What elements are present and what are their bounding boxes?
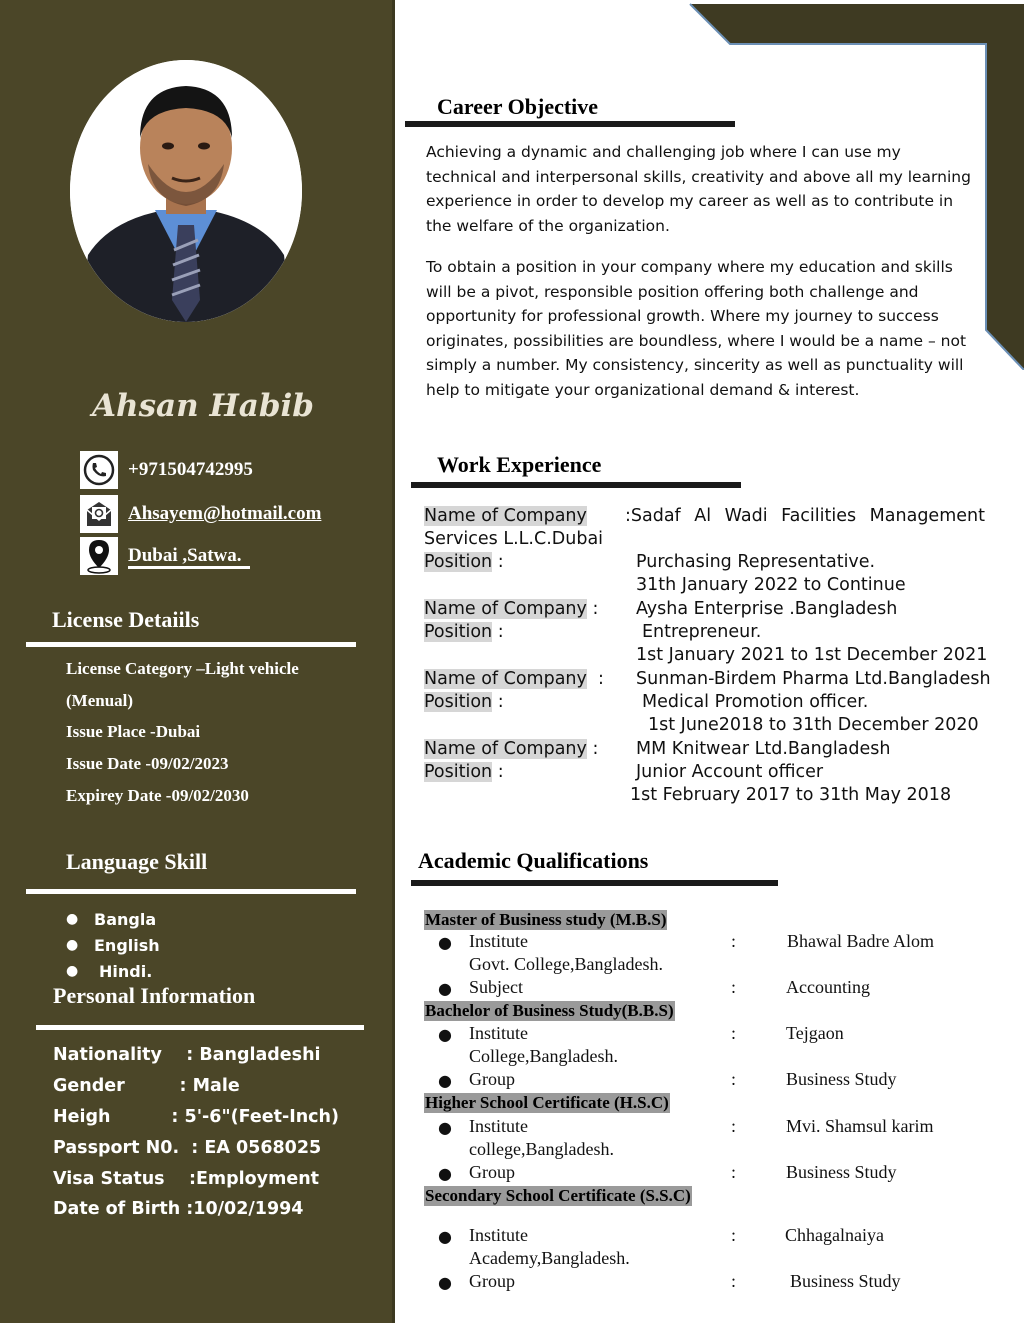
job-3-company-label: Name of Company :: [424, 669, 604, 689]
colon: :: [731, 1069, 737, 1089]
bbs-group-value: Business Study: [786, 1069, 897, 1089]
height-row: Heigh : 5'-6"(Feet-Inch): [53, 1107, 340, 1127]
location-underline: [128, 566, 250, 569]
visa-row: Visa Status :Employment: [53, 1169, 320, 1189]
bbs-institute-cont: College,Bangladesh.: [469, 1046, 618, 1066]
job-1-company-label: Name of Company: [424, 506, 587, 526]
colon: :: [731, 977, 737, 997]
colon: :: [731, 1116, 737, 1136]
hsc-group-value: Business Study: [786, 1162, 897, 1182]
email-row: [80, 494, 321, 534]
job-3-position: Medical Promotion officer.: [642, 692, 869, 712]
personal-heading: Personal Information: [53, 983, 256, 1008]
job-1-position-label: Position :: [424, 552, 504, 572]
degree-title-mbs: Master of Business study (M.B.S): [425, 910, 667, 929]
hsc-institute-label: Institute: [469, 1116, 528, 1136]
job-2-period: 1st January 2021 to 1st December 2021: [636, 645, 988, 665]
list-item: ● Hindi.: [66, 961, 153, 981]
profile-photo-figure: [70, 60, 302, 322]
bullet: ●: [438, 933, 452, 952]
job-1-period: 31th January 2022 to Continue: [636, 575, 906, 595]
language-list: [66, 906, 160, 984]
job-3-position-label: Position :: [424, 692, 504, 712]
degree-title-hsc: Higher School Certificate (H.S.C): [425, 1093, 669, 1112]
mbs-institute-label: Institute: [469, 931, 528, 951]
ssc-institute-label: Institute: [469, 1225, 528, 1245]
career-paragraph-2: To obtain a position in your company where my education and skills will be a pivot, responsible position offering both challenge and opportunity for professional growth. Where my journey to success originates, possibilities are boundless, where I would be a name – not simply a number. My consistency, sincerity as well as punctuality will help to mitigate your organizational demand & interest.: [426, 258, 967, 399]
career-heading: Career Objective: [437, 94, 599, 119]
license-issue-place: Issue Place -Dubai: [66, 722, 201, 741]
dob-row: Date of Birth :10/02/1994: [53, 1199, 304, 1219]
degree-title-ssc: Secondary School Certificate (S.S.C): [425, 1186, 691, 1205]
bullet: ●: [438, 1164, 452, 1183]
bullet: ●: [438, 1071, 452, 1090]
job-2-position: Entrepreneur.: [642, 622, 762, 642]
phone-icon: [80, 451, 118, 489]
license-rule: [26, 642, 356, 647]
bullet: ●: [438, 979, 452, 998]
academic-rule: [411, 880, 778, 886]
work-heading: Work Experience: [437, 452, 602, 477]
license-heading: License Detaiils: [52, 607, 200, 632]
job-4-position: Junior Account officer: [636, 762, 824, 782]
mbs-subject-label: Subject: [469, 977, 523, 997]
job-4-position-label: Position :: [424, 762, 504, 782]
bbs-institute-value: Tejgaon: [786, 1023, 844, 1043]
language-heading: Language Skill: [66, 849, 208, 874]
sidebar: [0, 0, 395, 1323]
ssc-institute-cont: Academy,Bangladesh.: [469, 1248, 630, 1268]
job-1-company: :Sadaf Al Wadi Facilities Management: [625, 506, 985, 526]
license-expiry-date: Expirey Date -09/02/2030: [66, 786, 249, 805]
bullet: ●: [438, 1118, 452, 1137]
degree-title-bbs: Bachelor of Business Study(B.B.S): [425, 1001, 674, 1020]
bullet: ●: [438, 1025, 452, 1044]
job-4-company-label: Name of Company :: [424, 739, 599, 759]
phone-number: +971504742995: [128, 459, 253, 480]
license-issue-date: Issue Date -09/02/2023: [66, 754, 229, 773]
mbs-subject-value: Accounting: [786, 977, 870, 997]
personal-rule: [36, 1025, 364, 1030]
academic-heading: Academic Qualifications: [418, 848, 649, 873]
job-1-company-cont: Services L.L.C.Dubai: [424, 529, 604, 549]
list-item: ● English: [66, 935, 160, 955]
career-rule: [405, 121, 735, 127]
job-4-company: MM Knitwear Ltd.Bangladesh: [636, 739, 891, 759]
location-row: [80, 536, 242, 576]
bullet: ●: [438, 1227, 452, 1246]
career-paragraph-1: Achieving a dynamic and challenging job where I can use my technical and interpersonal skills, creativity and above all my learning experience in order to develop my career as well as to contribute in the welfare of the organization.: [426, 143, 971, 235]
job-4-period: 1st February 2017 to 31th May 2018: [630, 785, 952, 805]
list-item: ● Bangla: [66, 909, 157, 929]
job-1-position: Purchasing Representative.: [636, 552, 876, 572]
person-name: Ahsan Habib: [92, 388, 314, 424]
profile-photo: [70, 60, 302, 322]
phone-row: [80, 450, 253, 490]
colon: :: [731, 1162, 737, 1182]
language-rule: [26, 889, 356, 894]
job-2-company-label: Name of Company :: [424, 599, 599, 619]
ssc-group-label: Group: [469, 1271, 515, 1291]
colon: :: [731, 931, 737, 951]
job-3-company: Sunman-Birdem Pharma Ltd.Bangladesh: [636, 669, 991, 689]
nationality-row: Nationality : Bangladeshi: [53, 1045, 321, 1065]
colon: :: [731, 1225, 737, 1245]
location-pin-icon: [80, 537, 118, 575]
bbs-institute-label: Institute: [469, 1023, 528, 1043]
email-icon: [80, 495, 118, 533]
mbs-institute-cont: Govt. College,Bangladesh.: [469, 954, 663, 974]
location-text: Dubai ,Satwa.: [128, 545, 242, 566]
hsc-institute-cont: college,Bangladesh.: [469, 1139, 614, 1159]
ssc-group-value: Business Study: [790, 1271, 901, 1291]
mbs-institute-value: Bhawal Badre Alom: [787, 931, 934, 951]
passport-row: Passport N0. : EA 0568025: [53, 1138, 322, 1158]
colon: :: [731, 1023, 737, 1043]
job-2-company: Aysha Enterprise .Bangladesh: [636, 599, 898, 619]
bullet: ●: [438, 1273, 452, 1292]
license-category: License Category –Light vehicle: [66, 659, 299, 678]
gender-row: Gender : Male: [53, 1076, 240, 1096]
email-link[interactable]: Ahsayem@hotmail.com: [128, 503, 322, 524]
job-2-position-label: Position :: [424, 622, 504, 642]
hsc-group-label: Group: [469, 1162, 515, 1182]
bbs-group-label: Group: [469, 1069, 515, 1089]
ssc-institute-value: Chhagalnaiya: [785, 1225, 884, 1245]
job-3-period: 1st June2018 to 31th December 2020: [648, 715, 979, 735]
license-category-cont: (Menual): [66, 691, 134, 710]
work-rule: [411, 482, 741, 488]
colon: :: [731, 1271, 737, 1291]
hsc-institute-value: Mvi. Shamsul karim: [786, 1116, 934, 1136]
